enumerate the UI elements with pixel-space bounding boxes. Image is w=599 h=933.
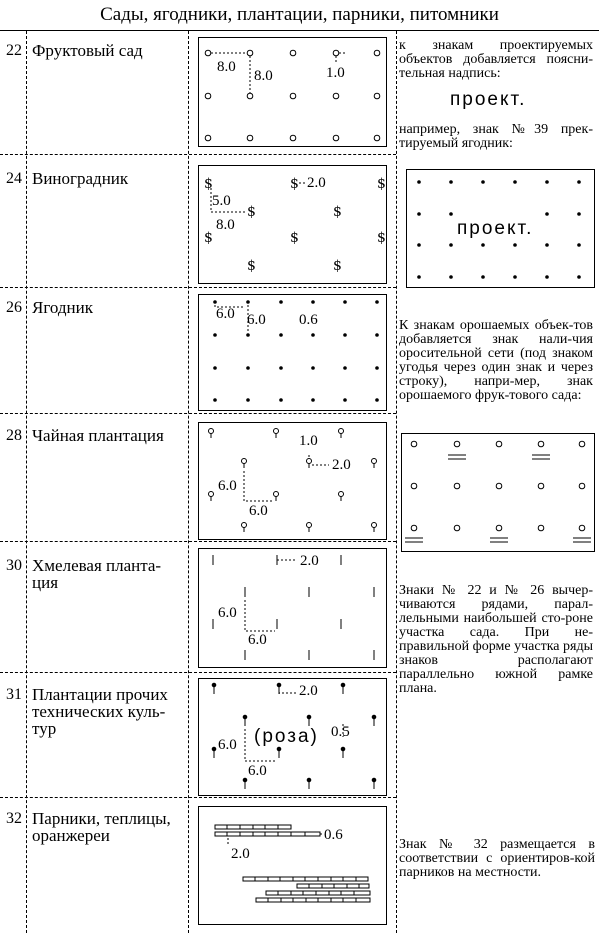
note-greenhouse-orientation: Знак № 32 размещается в соответствии с ориентиров-кой парников на местности.	[399, 837, 595, 880]
dimension-label: 6.0	[216, 306, 235, 322]
example-panel-project-berry	[406, 169, 595, 288]
dimension-label: 6.0	[218, 605, 237, 621]
page-title: Сады, ягодники, плантации, парники, питомники	[0, 0, 599, 31]
sign-number: 26	[6, 299, 22, 316]
svg-text:$: $	[377, 176, 386, 192]
orchard-symbols	[199, 38, 386, 146]
dimension-label: 0.6	[324, 827, 343, 843]
dimension-label: 0.5	[331, 724, 350, 740]
svg-text:$: $	[290, 176, 299, 192]
row-divider	[0, 672, 396, 673]
svg-text:$: $	[204, 176, 213, 192]
dimension-label: 5.0	[212, 193, 231, 209]
greenhouse-symbols	[199, 807, 386, 924]
sign-number: 32	[6, 810, 22, 827]
row-divider	[0, 797, 396, 798]
dimension-label: 1.0	[326, 65, 345, 81]
irrigated-orchard-symbols	[402, 434, 594, 551]
dimension-label: 2.0	[300, 553, 319, 569]
dimension-label: 6.0	[248, 632, 267, 648]
example-panel-irrigated-orchard	[401, 433, 595, 552]
dimension-label: 6.0	[248, 763, 267, 779]
sign-panel-hop-plantation	[198, 548, 387, 668]
project-annotation: проект.	[450, 89, 527, 110]
dimension-label: 2.0	[332, 457, 351, 473]
sign-panel-greenhouses	[198, 806, 387, 925]
sign-number: 22	[6, 42, 22, 59]
sign-panel-vineyard	[198, 165, 387, 284]
dimension-label: 8.0	[216, 217, 235, 233]
note-row-orientation: Знаки № 22 и № 26 вычер-чиваются рядами, парал-лельными наибольшей сто-роне участка сада. При не-правильной форме участка ряды знаков располагают параллельно южной рамке плана.	[399, 583, 593, 696]
dimension-label: 0.6	[299, 312, 318, 328]
column-divider	[396, 31, 397, 933]
crop-annotation: (роза)	[254, 726, 319, 747]
dimension-label: 6.0	[218, 478, 237, 494]
sign-number: 31	[6, 686, 22, 703]
project-annotation: проект.	[457, 218, 534, 239]
sign-name: Плантации прочих технических куль- тур	[32, 685, 168, 738]
sign-name: Фруктовый сад	[32, 41, 143, 60]
note-irrigated-signs: К знакам орошаемых объек-тов добавляется знак нали-чия оросительной сети (под знаком угодья через один знак и через строку), напри-мер, знак орошаемого фрук-тового сада:	[399, 318, 593, 403]
dimension-label: 2.0	[307, 175, 326, 191]
sign-name: Хмелевая планта- ция	[32, 556, 162, 592]
svg-text:$: $	[333, 258, 342, 274]
sign-panel-orchard	[198, 37, 387, 147]
svg-text:$: $	[204, 230, 213, 246]
sign-name: Ягодник	[32, 298, 94, 317]
row-divider	[0, 413, 396, 414]
row-divider	[0, 287, 396, 288]
svg-text:$: $	[333, 204, 342, 220]
dimension-label: 6.0	[249, 503, 268, 519]
note-project-signs: к знакам проектируемых объектов добавляется поясни-тельная надпись:	[399, 38, 593, 81]
svg-text:$: $	[377, 230, 386, 246]
sign-number: 24	[6, 170, 22, 187]
dimension-label: 2.0	[299, 683, 318, 699]
svg-text:$: $	[247, 204, 256, 220]
sign-panel-tea-plantation	[198, 422, 387, 540]
note-example-39: например, знак №39 прек-тируемый ягодник:	[399, 122, 593, 151]
row-divider	[0, 154, 396, 155]
sign-panel-berry-field	[198, 294, 387, 411]
sign-name: Чайная плантация	[32, 426, 164, 445]
dimension-label: 8.0	[217, 59, 236, 75]
dimension-label: 2.0	[231, 846, 250, 862]
sign-name: Парники, теплицы, оранжереи	[32, 809, 171, 845]
svg-text:$: $	[247, 258, 256, 274]
dimension-label: 6.0	[247, 312, 266, 328]
sign-name: Виноградник	[32, 169, 129, 188]
dimension-label: 8.0	[254, 68, 273, 84]
svg-text:$: $	[290, 230, 299, 246]
dimension-label: 6.0	[218, 737, 237, 753]
sign-number: 28	[6, 427, 22, 444]
dimension-label: 1.0	[299, 433, 318, 449]
sign-panel-technical-crops	[198, 678, 387, 796]
sign-number: 30	[6, 557, 22, 574]
row-divider	[0, 541, 396, 542]
